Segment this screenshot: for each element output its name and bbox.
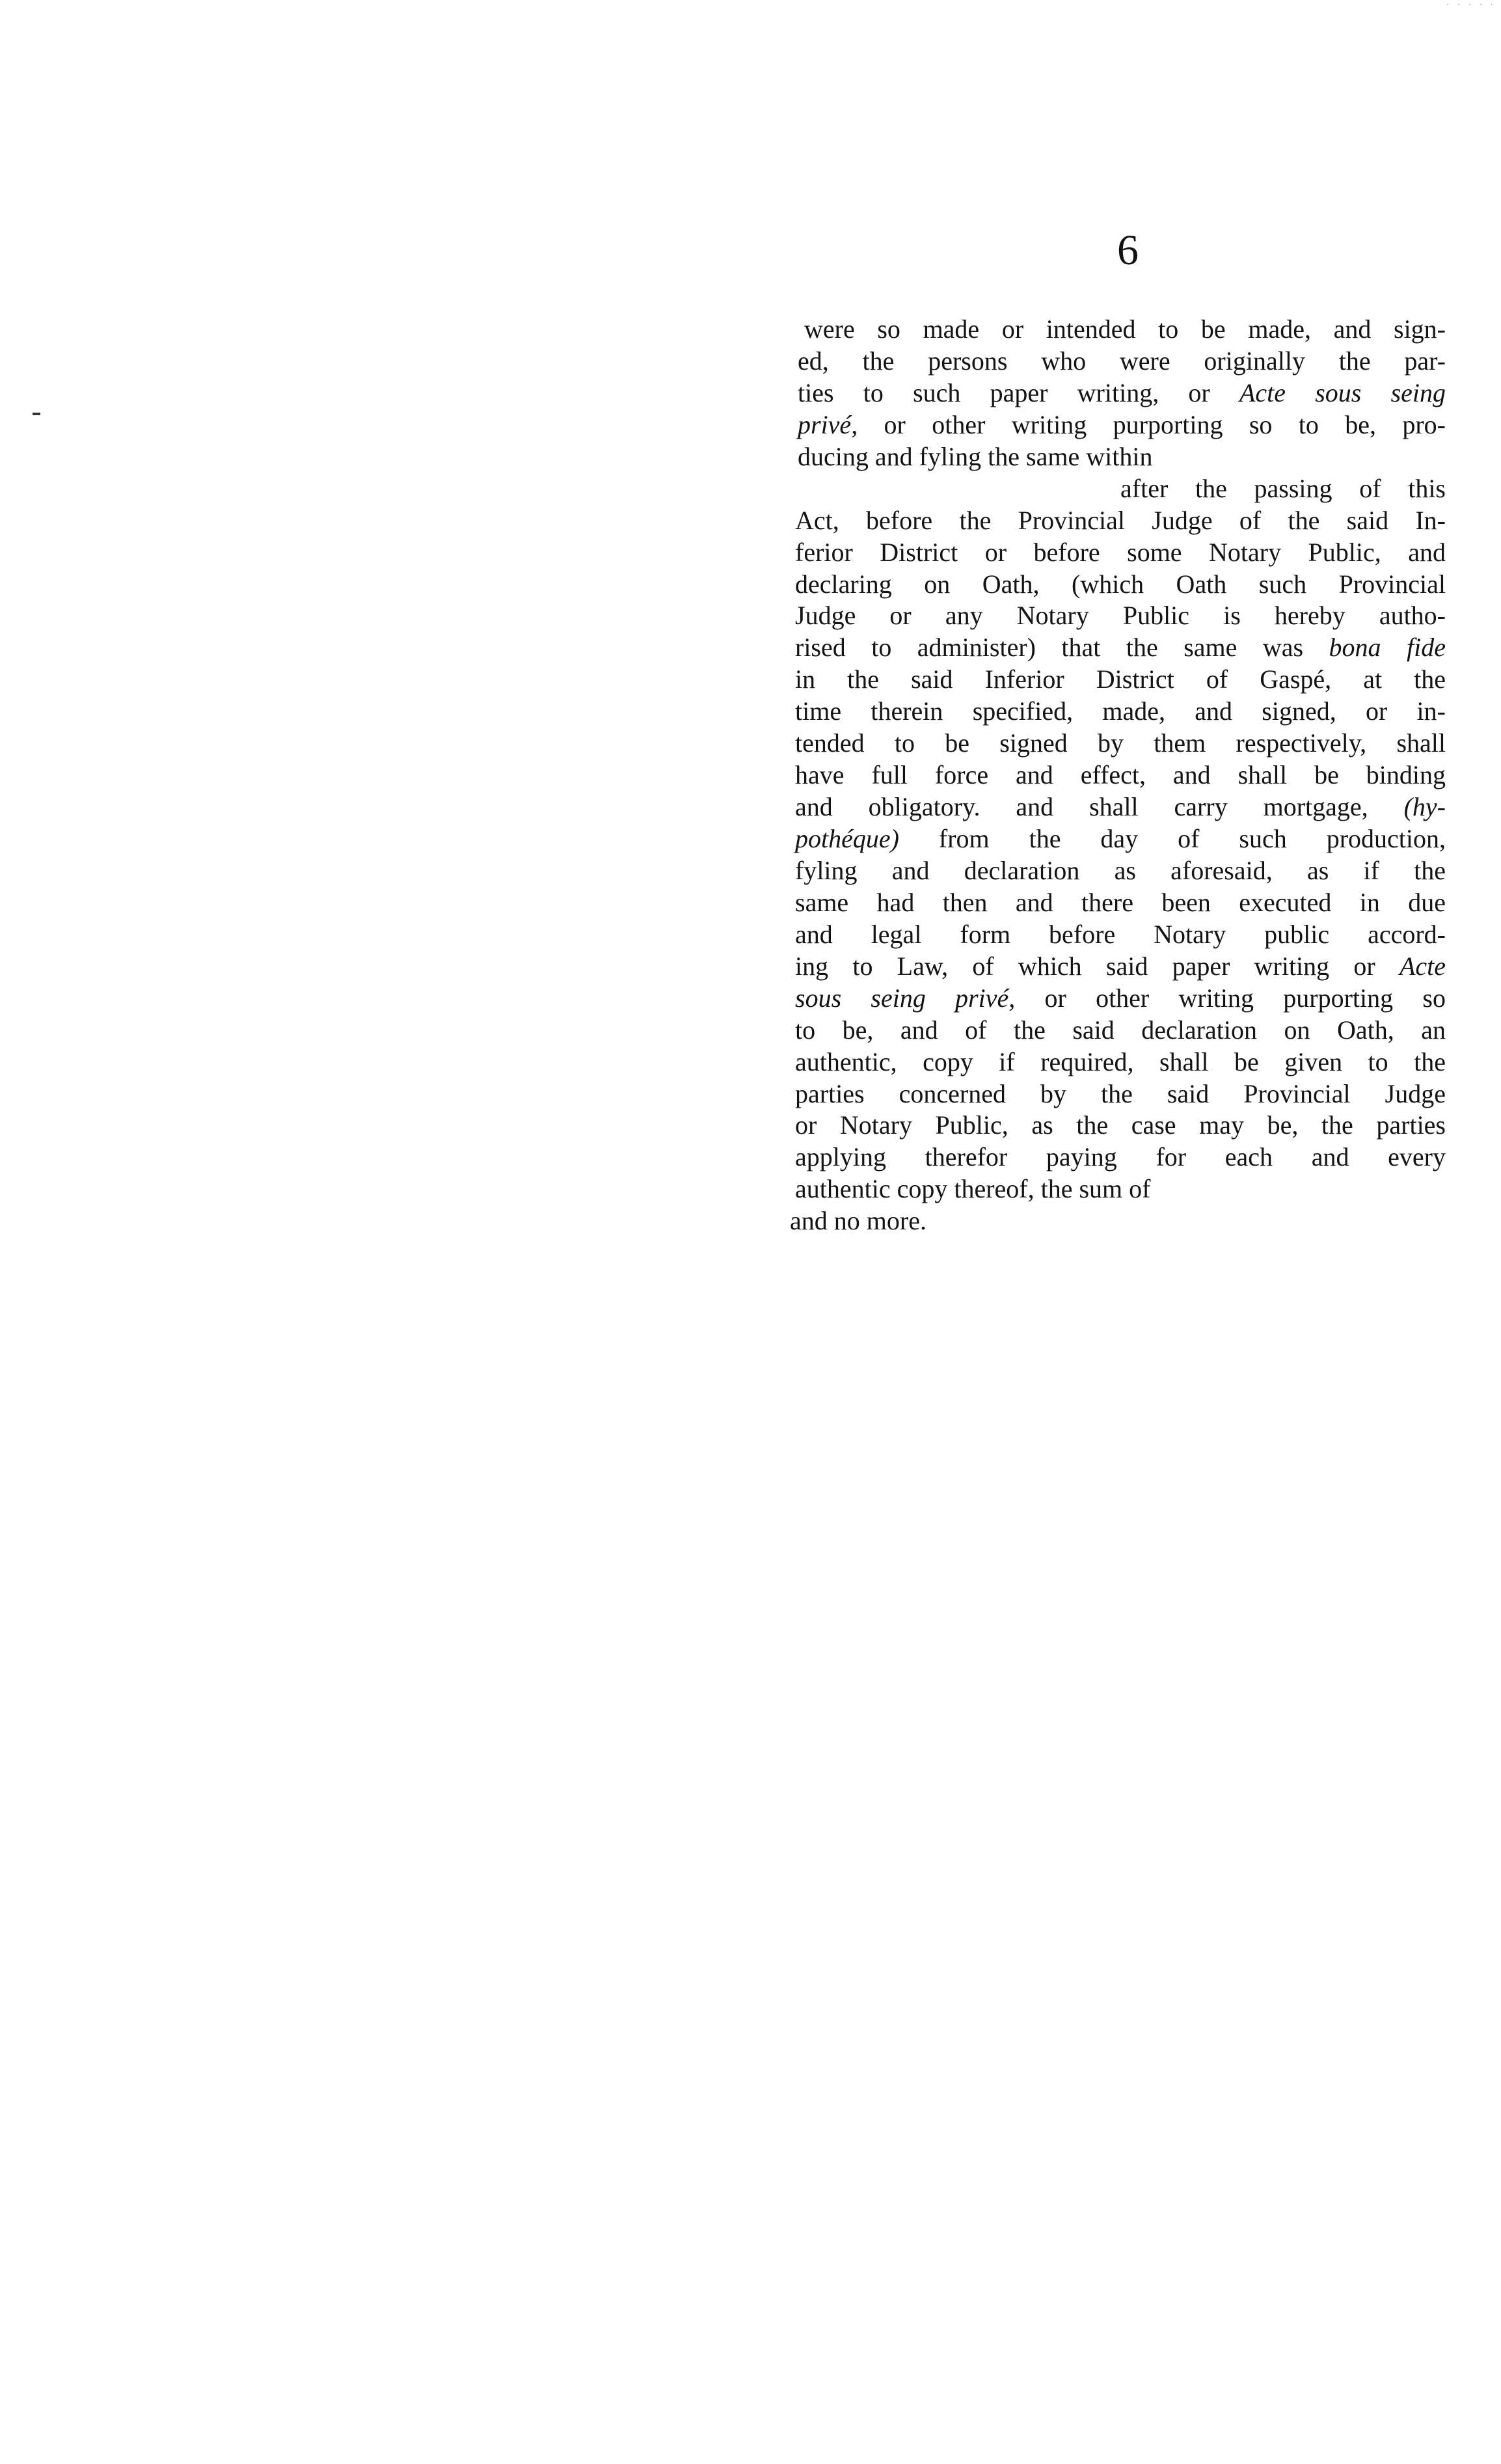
italic-phrase: privé,: [798, 409, 858, 439]
text-segment: ed, the persons who were originally the par-: [798, 346, 1446, 376]
text-line: [795, 1078, 1446, 1110]
text-segment: after the passing of this: [1120, 473, 1446, 503]
text-segment: ties to such paper writing, or: [798, 377, 1239, 407]
text-segment: authentic, copy if required, shall be given to the: [795, 1047, 1446, 1076]
text-line: [795, 505, 1446, 537]
text-line: [795, 951, 1446, 983]
text-line: [795, 409, 1446, 441]
italic-phrase: pothéque): [795, 824, 899, 853]
text-line: [795, 569, 1446, 601]
text-segment: in the said Inferior District of Gaspé, at the: [795, 664, 1446, 694]
text-segment: to be, and of the said declaration on Oath, an: [795, 1015, 1446, 1045]
text-line: [795, 791, 1446, 823]
text-line: [795, 983, 1446, 1015]
text-segment: time therein specified, made, and signed, or in-: [795, 696, 1446, 726]
text-line: [795, 537, 1446, 569]
text-segment: authentic copy thereof, the sum of: [795, 1174, 1151, 1204]
text-line: [795, 632, 1446, 664]
text-segment: Act, before the Provincial Judge of the said In-: [795, 505, 1446, 535]
text-segment: ferior District or before some Notary Public, and: [795, 537, 1446, 567]
text-segment: ducing and fyling the same within: [798, 441, 1153, 471]
text-segment: and no more.: [790, 1206, 926, 1236]
text-line: [795, 1173, 1446, 1205]
margin-dash: [33, 413, 40, 415]
text-line: [795, 1047, 1446, 1078]
text-line: [795, 377, 1446, 409]
text-segment: or other writing purporting so: [1015, 983, 1446, 1013]
text-segment: were so made or intended to be made, and sign-: [804, 314, 1446, 344]
text-line: [795, 728, 1446, 760]
text-line: [790, 1205, 1446, 1237]
text-line: [795, 919, 1446, 951]
text-segment: fyling and declaration as aforesaid, as if the: [795, 855, 1446, 885]
text-line: [795, 760, 1446, 791]
text-line: [795, 600, 1446, 632]
text-line: [795, 1142, 1446, 1173]
text-segment: parties concerned by the said Provincial Judge: [795, 1078, 1446, 1108]
text-segment: ing to Law, of which said paper writing or: [795, 951, 1400, 981]
italic-phrase: Acte: [1399, 951, 1446, 981]
text-segment: tended to be signed by them respectively, shall: [795, 728, 1446, 758]
text-line: [795, 1110, 1446, 1142]
text-line: [795, 314, 1446, 346]
text-line: [795, 696, 1446, 728]
text-line: [795, 823, 1446, 855]
text-segment: from the day of such production,: [899, 824, 1446, 853]
text-segment: Judge or any Notary Public is hereby autho-: [795, 601, 1446, 631]
text-segment: rised to administer) that the same was: [795, 633, 1329, 663]
text-segment: and legal form before Notary public accord-: [795, 919, 1446, 949]
text-line: [795, 1015, 1446, 1047]
italic-phrase: Acte sous seing: [1239, 377, 1446, 407]
text-segment: declaring on Oath, (which Oath such Provincial: [795, 569, 1446, 599]
text-line: [795, 441, 1446, 473]
text-segment: and obligatory. and shall carry mortgage,: [795, 792, 1404, 822]
text-line: [795, 346, 1446, 377]
text-line: [795, 473, 1446, 505]
page-number: 6: [1117, 226, 1139, 274]
text-line: [795, 855, 1446, 887]
text-segment: same had then and there been executed in due: [795, 887, 1446, 917]
italic-phrase: sous seing privé,: [795, 983, 1016, 1013]
text-segment: have full force and effect, and shall be binding: [795, 760, 1446, 790]
text-segment: applying therefor paying for each and every: [795, 1142, 1446, 1172]
text-segment: or other writing purporting so to be, pro-: [858, 409, 1446, 439]
text-line: [795, 887, 1446, 919]
text-segment: or Notary Public, as the case may be, the parties: [795, 1110, 1446, 1140]
corner-marks: · · · · ·: [1446, 0, 1496, 10]
italic-phrase: (hy-: [1403, 792, 1446, 822]
text-column: [790, 314, 1446, 1237]
text-line: [795, 664, 1446, 696]
italic-phrase: bona fide: [1329, 633, 1446, 663]
